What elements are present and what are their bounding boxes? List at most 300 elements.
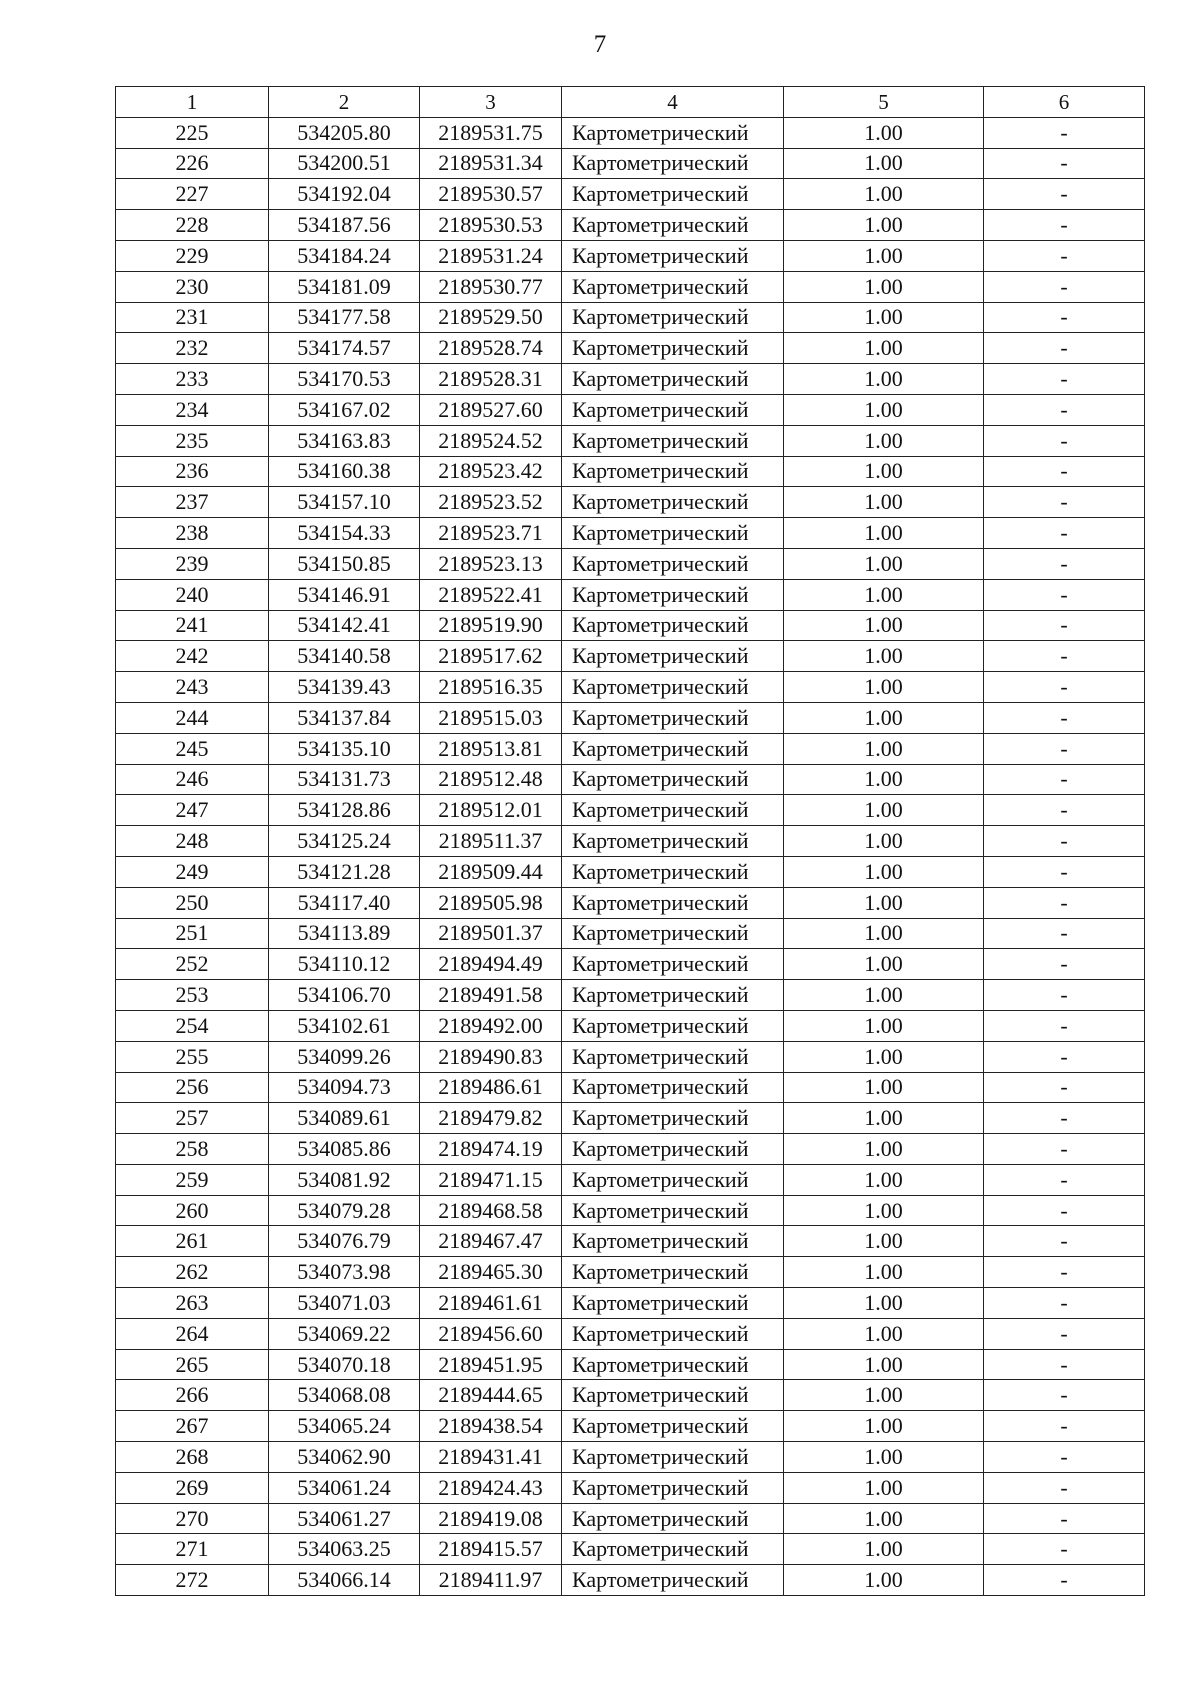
cell-x-coordinate: 534070.18 bbox=[269, 1349, 420, 1380]
cell-x-coordinate: 534063.25 bbox=[269, 1534, 420, 1565]
cell-point-number: 242 bbox=[116, 641, 269, 672]
header-row bbox=[116, 87, 1145, 118]
cell-x-coordinate: 534137.84 bbox=[269, 702, 420, 733]
cell-point-number: 251 bbox=[116, 918, 269, 949]
cell-y-coordinate: 2189411.97 bbox=[420, 1565, 562, 1596]
cell-point-number: 263 bbox=[116, 1288, 269, 1319]
header-col-4: 4 bbox=[562, 87, 784, 118]
table-row bbox=[116, 1442, 1145, 1473]
cell-x-coordinate: 534187.56 bbox=[269, 210, 420, 241]
cell-note: - bbox=[984, 826, 1145, 857]
cell-y-coordinate: 2189467.47 bbox=[420, 1226, 562, 1257]
cell-point-number: 256 bbox=[116, 1072, 269, 1103]
cell-note: - bbox=[984, 456, 1145, 487]
table-row bbox=[116, 1565, 1145, 1596]
table-row bbox=[116, 1257, 1145, 1288]
cell-y-coordinate: 2189486.61 bbox=[420, 1072, 562, 1103]
cell-note: - bbox=[984, 1010, 1145, 1041]
cell-note: - bbox=[984, 1503, 1145, 1534]
cell-accuracy: 1.00 bbox=[784, 1565, 984, 1596]
cell-y-coordinate: 2189516.35 bbox=[420, 672, 562, 703]
cell-accuracy: 1.00 bbox=[784, 333, 984, 364]
cell-method: Картометрический bbox=[562, 548, 784, 579]
table-header bbox=[116, 87, 1145, 118]
cell-point-number: 272 bbox=[116, 1565, 269, 1596]
table-row bbox=[116, 610, 1145, 641]
cell-point-number: 255 bbox=[116, 1041, 269, 1072]
cell-note: - bbox=[984, 980, 1145, 1011]
cell-accuracy: 1.00 bbox=[784, 610, 984, 641]
cell-x-coordinate: 534125.24 bbox=[269, 826, 420, 857]
cell-method: Картометрический bbox=[562, 1072, 784, 1103]
cell-note: - bbox=[984, 487, 1145, 518]
table-row bbox=[116, 210, 1145, 241]
cell-point-number: 269 bbox=[116, 1472, 269, 1503]
cell-x-coordinate: 534181.09 bbox=[269, 271, 420, 302]
cell-method: Картометрический bbox=[562, 1257, 784, 1288]
table-row bbox=[116, 1380, 1145, 1411]
cell-note: - bbox=[984, 856, 1145, 887]
cell-point-number: 228 bbox=[116, 210, 269, 241]
cell-y-coordinate: 2189530.77 bbox=[420, 271, 562, 302]
cell-accuracy: 1.00 bbox=[784, 887, 984, 918]
cell-x-coordinate: 534163.83 bbox=[269, 425, 420, 456]
table-row bbox=[116, 1226, 1145, 1257]
cell-accuracy: 1.00 bbox=[784, 487, 984, 518]
cell-accuracy: 1.00 bbox=[784, 1010, 984, 1041]
cell-note: - bbox=[984, 1318, 1145, 1349]
cell-point-number: 231 bbox=[116, 302, 269, 333]
cell-note: - bbox=[984, 949, 1145, 980]
cell-y-coordinate: 2189444.65 bbox=[420, 1380, 562, 1411]
cell-x-coordinate: 534106.70 bbox=[269, 980, 420, 1011]
cell-y-coordinate: 2189529.50 bbox=[420, 302, 562, 333]
header-col-2: 2 bbox=[269, 87, 420, 118]
table-row bbox=[116, 641, 1145, 672]
cell-method: Картометрический bbox=[562, 148, 784, 179]
cell-x-coordinate: 534131.73 bbox=[269, 764, 420, 795]
cell-point-number: 262 bbox=[116, 1257, 269, 1288]
cell-method: Картометрический bbox=[562, 394, 784, 425]
cell-x-coordinate: 534128.86 bbox=[269, 795, 420, 826]
cell-accuracy: 1.00 bbox=[784, 364, 984, 395]
cell-method: Картометрический bbox=[562, 733, 784, 764]
cell-note: - bbox=[984, 179, 1145, 210]
cell-accuracy: 1.00 bbox=[784, 117, 984, 148]
cell-x-coordinate: 534089.61 bbox=[269, 1103, 420, 1134]
cell-note: - bbox=[984, 1072, 1145, 1103]
cell-accuracy: 1.00 bbox=[784, 733, 984, 764]
cell-method: Картометрический bbox=[562, 795, 784, 826]
cell-point-number: 236 bbox=[116, 456, 269, 487]
cell-point-number: 258 bbox=[116, 1134, 269, 1165]
table-row bbox=[116, 579, 1145, 610]
table-row bbox=[116, 456, 1145, 487]
cell-method: Картометрический bbox=[562, 240, 784, 271]
table-row bbox=[116, 1288, 1145, 1319]
cell-accuracy: 1.00 bbox=[784, 1257, 984, 1288]
cell-method: Картометрический bbox=[562, 949, 784, 980]
cell-note: - bbox=[984, 672, 1145, 703]
table-row bbox=[116, 918, 1145, 949]
cell-note: - bbox=[984, 394, 1145, 425]
cell-y-coordinate: 2189519.90 bbox=[420, 610, 562, 641]
table-row bbox=[116, 518, 1145, 549]
cell-y-coordinate: 2189512.01 bbox=[420, 795, 562, 826]
cell-x-coordinate: 534121.28 bbox=[269, 856, 420, 887]
cell-y-coordinate: 2189528.31 bbox=[420, 364, 562, 395]
cell-x-coordinate: 534069.22 bbox=[269, 1318, 420, 1349]
cell-note: - bbox=[984, 1472, 1145, 1503]
cell-note: - bbox=[984, 210, 1145, 241]
cell-note: - bbox=[984, 518, 1145, 549]
cell-method: Картометрический bbox=[562, 702, 784, 733]
cell-method: Картометрический bbox=[562, 1349, 784, 1380]
cell-method: Картометрический bbox=[562, 1318, 784, 1349]
cell-point-number: 252 bbox=[116, 949, 269, 980]
cell-y-coordinate: 2189438.54 bbox=[420, 1411, 562, 1442]
table-row bbox=[116, 487, 1145, 518]
table-row bbox=[116, 1164, 1145, 1195]
cell-method: Картометрический bbox=[562, 1226, 784, 1257]
cell-y-coordinate: 2189424.43 bbox=[420, 1472, 562, 1503]
cell-note: - bbox=[984, 1411, 1145, 1442]
cell-y-coordinate: 2189468.58 bbox=[420, 1195, 562, 1226]
cell-y-coordinate: 2189431.41 bbox=[420, 1442, 562, 1473]
cell-y-coordinate: 2189456.60 bbox=[420, 1318, 562, 1349]
cell-point-number: 265 bbox=[116, 1349, 269, 1380]
page-number: 7 bbox=[593, 31, 607, 58]
cell-x-coordinate: 534065.24 bbox=[269, 1411, 420, 1442]
cell-y-coordinate: 2189530.57 bbox=[420, 179, 562, 210]
cell-accuracy: 1.00 bbox=[784, 1195, 984, 1226]
cell-y-coordinate: 2189461.61 bbox=[420, 1288, 562, 1319]
cell-note: - bbox=[984, 117, 1145, 148]
cell-note: - bbox=[984, 148, 1145, 179]
cell-note: - bbox=[984, 1041, 1145, 1072]
table-row bbox=[116, 826, 1145, 857]
cell-y-coordinate: 2189523.42 bbox=[420, 456, 562, 487]
cell-method: Картометрический bbox=[562, 1472, 784, 1503]
cell-y-coordinate: 2189513.81 bbox=[420, 733, 562, 764]
cell-accuracy: 1.00 bbox=[784, 1318, 984, 1349]
cell-y-coordinate: 2189523.71 bbox=[420, 518, 562, 549]
cell-y-coordinate: 2189523.52 bbox=[420, 487, 562, 518]
cell-x-coordinate: 534142.41 bbox=[269, 610, 420, 641]
cell-method: Картометрический bbox=[562, 641, 784, 672]
cell-method: Картометрический bbox=[562, 456, 784, 487]
cell-x-coordinate: 534139.43 bbox=[269, 672, 420, 703]
table-row bbox=[116, 1411, 1145, 1442]
cell-method: Картометрический bbox=[562, 333, 784, 364]
cell-accuracy: 1.00 bbox=[784, 1041, 984, 1072]
cell-note: - bbox=[984, 1380, 1145, 1411]
cell-y-coordinate: 2189465.30 bbox=[420, 1257, 562, 1288]
cell-y-coordinate: 2189530.53 bbox=[420, 210, 562, 241]
cell-note: - bbox=[984, 1349, 1145, 1380]
cell-accuracy: 1.00 bbox=[784, 795, 984, 826]
cell-point-number: 260 bbox=[116, 1195, 269, 1226]
cell-note: - bbox=[984, 887, 1145, 918]
cell-accuracy: 1.00 bbox=[784, 425, 984, 456]
cell-accuracy: 1.00 bbox=[784, 1442, 984, 1473]
cell-accuracy: 1.00 bbox=[784, 1503, 984, 1534]
cell-x-coordinate: 534117.40 bbox=[269, 887, 420, 918]
cell-point-number: 266 bbox=[116, 1380, 269, 1411]
cell-x-coordinate: 534061.24 bbox=[269, 1472, 420, 1503]
cell-point-number: 225 bbox=[116, 117, 269, 148]
cell-method: Картометрический bbox=[562, 918, 784, 949]
cell-note: - bbox=[984, 548, 1145, 579]
cell-x-coordinate: 534061.27 bbox=[269, 1503, 420, 1534]
cell-y-coordinate: 2189415.57 bbox=[420, 1534, 562, 1565]
cell-accuracy: 1.00 bbox=[784, 826, 984, 857]
cell-x-coordinate: 534205.80 bbox=[269, 117, 420, 148]
cell-x-coordinate: 534110.12 bbox=[269, 949, 420, 980]
cell-y-coordinate: 2189522.41 bbox=[420, 579, 562, 610]
table-row bbox=[116, 179, 1145, 210]
cell-note: - bbox=[984, 1103, 1145, 1134]
table-row bbox=[116, 364, 1145, 395]
cell-y-coordinate: 2189479.82 bbox=[420, 1103, 562, 1134]
cell-accuracy: 1.00 bbox=[784, 518, 984, 549]
table-row bbox=[116, 887, 1145, 918]
cell-y-coordinate: 2189474.19 bbox=[420, 1134, 562, 1165]
cell-point-number: 243 bbox=[116, 672, 269, 703]
cell-x-coordinate: 534081.92 bbox=[269, 1164, 420, 1195]
cell-accuracy: 1.00 bbox=[784, 302, 984, 333]
table-row bbox=[116, 148, 1145, 179]
cell-method: Картометрический bbox=[562, 271, 784, 302]
table-row bbox=[116, 240, 1145, 271]
header-col-6: 6 bbox=[984, 87, 1145, 118]
cell-point-number: 264 bbox=[116, 1318, 269, 1349]
cell-point-number: 232 bbox=[116, 333, 269, 364]
cell-note: - bbox=[984, 1164, 1145, 1195]
cell-y-coordinate: 2189490.83 bbox=[420, 1041, 562, 1072]
table-row bbox=[116, 1472, 1145, 1503]
cell-method: Картометрический bbox=[562, 210, 784, 241]
cell-x-coordinate: 534102.61 bbox=[269, 1010, 420, 1041]
cell-x-coordinate: 534184.24 bbox=[269, 240, 420, 271]
table-row bbox=[116, 1103, 1145, 1134]
cell-point-number: 237 bbox=[116, 487, 269, 518]
cell-note: - bbox=[984, 610, 1145, 641]
cell-x-coordinate: 534167.02 bbox=[269, 394, 420, 425]
cell-x-coordinate: 534192.04 bbox=[269, 179, 420, 210]
header-col-3: 3 bbox=[420, 87, 562, 118]
table-row bbox=[116, 733, 1145, 764]
cell-x-coordinate: 534076.79 bbox=[269, 1226, 420, 1257]
cell-y-coordinate: 2189494.49 bbox=[420, 949, 562, 980]
table-row bbox=[116, 1134, 1145, 1165]
cell-method: Картометрический bbox=[562, 1442, 784, 1473]
cell-note: - bbox=[984, 764, 1145, 795]
table-row bbox=[116, 117, 1145, 148]
cell-accuracy: 1.00 bbox=[784, 1472, 984, 1503]
cell-note: - bbox=[984, 1195, 1145, 1226]
cell-accuracy: 1.00 bbox=[784, 641, 984, 672]
cell-x-coordinate: 534094.73 bbox=[269, 1072, 420, 1103]
cell-method: Картометрический bbox=[562, 856, 784, 887]
cell-accuracy: 1.00 bbox=[784, 1288, 984, 1319]
cell-accuracy: 1.00 bbox=[784, 394, 984, 425]
cell-method: Картометрический bbox=[562, 487, 784, 518]
cell-point-number: 267 bbox=[116, 1411, 269, 1442]
header-col-5: 5 bbox=[784, 87, 984, 118]
cell-point-number: 249 bbox=[116, 856, 269, 887]
cell-y-coordinate: 2189471.15 bbox=[420, 1164, 562, 1195]
cell-x-coordinate: 534177.58 bbox=[269, 302, 420, 333]
cell-method: Картометрический bbox=[562, 980, 784, 1011]
cell-point-number: 245 bbox=[116, 733, 269, 764]
cell-point-number: 250 bbox=[116, 887, 269, 918]
cell-y-coordinate: 2189512.48 bbox=[420, 764, 562, 795]
table-row bbox=[116, 394, 1145, 425]
cell-note: - bbox=[984, 364, 1145, 395]
cell-accuracy: 1.00 bbox=[784, 856, 984, 887]
cell-y-coordinate: 2189419.08 bbox=[420, 1503, 562, 1534]
cell-method: Картометрический bbox=[562, 1195, 784, 1226]
cell-x-coordinate: 534154.33 bbox=[269, 518, 420, 549]
cell-point-number: 246 bbox=[116, 764, 269, 795]
table-row bbox=[116, 425, 1145, 456]
cell-y-coordinate: 2189505.98 bbox=[420, 887, 562, 918]
cell-accuracy: 1.00 bbox=[784, 579, 984, 610]
table-row bbox=[116, 1349, 1145, 1380]
cell-x-coordinate: 534062.90 bbox=[269, 1442, 420, 1473]
cell-y-coordinate: 2189531.34 bbox=[420, 148, 562, 179]
cell-note: - bbox=[984, 641, 1145, 672]
cell-y-coordinate: 2189501.37 bbox=[420, 918, 562, 949]
cell-method: Картометрический bbox=[562, 1164, 784, 1195]
cell-accuracy: 1.00 bbox=[784, 918, 984, 949]
cell-x-coordinate: 534066.14 bbox=[269, 1565, 420, 1596]
cell-y-coordinate: 2189527.60 bbox=[420, 394, 562, 425]
cell-note: - bbox=[984, 1226, 1145, 1257]
table-row bbox=[116, 1041, 1145, 1072]
header-col-1: 1 bbox=[116, 87, 269, 118]
cell-accuracy: 1.00 bbox=[784, 456, 984, 487]
cell-method: Картометрический bbox=[562, 1534, 784, 1565]
cell-point-number: 248 bbox=[116, 826, 269, 857]
table-row bbox=[116, 1534, 1145, 1565]
table-row bbox=[116, 271, 1145, 302]
cell-method: Картометрический bbox=[562, 579, 784, 610]
cell-point-number: 234 bbox=[116, 394, 269, 425]
cell-x-coordinate: 534068.08 bbox=[269, 1380, 420, 1411]
cell-y-coordinate: 2189524.52 bbox=[420, 425, 562, 456]
cell-point-number: 254 bbox=[116, 1010, 269, 1041]
cell-accuracy: 1.00 bbox=[784, 1072, 984, 1103]
table-row bbox=[116, 764, 1145, 795]
table-row bbox=[116, 333, 1145, 364]
cell-accuracy: 1.00 bbox=[784, 764, 984, 795]
cell-accuracy: 1.00 bbox=[784, 1103, 984, 1134]
table-row bbox=[116, 1195, 1145, 1226]
cell-note: - bbox=[984, 733, 1145, 764]
table-row bbox=[116, 1010, 1145, 1041]
cell-note: - bbox=[984, 918, 1145, 949]
cell-method: Картометрический bbox=[562, 425, 784, 456]
cell-x-coordinate: 534170.53 bbox=[269, 364, 420, 395]
cell-accuracy: 1.00 bbox=[784, 1164, 984, 1195]
cell-point-number: 253 bbox=[116, 980, 269, 1011]
table-row bbox=[116, 672, 1145, 703]
cell-accuracy: 1.00 bbox=[784, 271, 984, 302]
cell-y-coordinate: 2189517.62 bbox=[420, 641, 562, 672]
cell-note: - bbox=[984, 702, 1145, 733]
cell-method: Картометрический bbox=[562, 887, 784, 918]
table-row bbox=[116, 1503, 1145, 1534]
cell-method: Картометрический bbox=[562, 1041, 784, 1072]
cell-x-coordinate: 534160.38 bbox=[269, 456, 420, 487]
cell-point-number: 230 bbox=[116, 271, 269, 302]
cell-point-number: 244 bbox=[116, 702, 269, 733]
cell-note: - bbox=[984, 1288, 1145, 1319]
cell-method: Картометрический bbox=[562, 826, 784, 857]
cell-note: - bbox=[984, 1534, 1145, 1565]
cell-accuracy: 1.00 bbox=[784, 179, 984, 210]
cell-point-number: 247 bbox=[116, 795, 269, 826]
table-row bbox=[116, 949, 1145, 980]
cell-y-coordinate: 2189511.37 bbox=[420, 826, 562, 857]
cell-note: - bbox=[984, 1134, 1145, 1165]
cell-method: Картометрический bbox=[562, 302, 784, 333]
cell-method: Картометрический bbox=[562, 1565, 784, 1596]
cell-note: - bbox=[984, 1257, 1145, 1288]
cell-x-coordinate: 534146.91 bbox=[269, 579, 420, 610]
cell-note: - bbox=[984, 240, 1145, 271]
cell-accuracy: 1.00 bbox=[784, 1411, 984, 1442]
cell-method: Картометрический bbox=[562, 1288, 784, 1319]
cell-x-coordinate: 534099.26 bbox=[269, 1041, 420, 1072]
cell-y-coordinate: 2189492.00 bbox=[420, 1010, 562, 1041]
cell-y-coordinate: 2189491.58 bbox=[420, 980, 562, 1011]
cell-note: - bbox=[984, 333, 1145, 364]
cell-method: Картометрический bbox=[562, 1503, 784, 1534]
cell-point-number: 238 bbox=[116, 518, 269, 549]
cell-point-number: 226 bbox=[116, 148, 269, 179]
cell-note: - bbox=[984, 425, 1145, 456]
cell-accuracy: 1.00 bbox=[784, 672, 984, 703]
cell-x-coordinate: 534157.10 bbox=[269, 487, 420, 518]
cell-accuracy: 1.00 bbox=[784, 1534, 984, 1565]
cell-method: Картометрический bbox=[562, 1010, 784, 1041]
table-row bbox=[116, 980, 1145, 1011]
cell-x-coordinate: 534174.57 bbox=[269, 333, 420, 364]
cell-point-number: 270 bbox=[116, 1503, 269, 1534]
cell-accuracy: 1.00 bbox=[784, 1226, 984, 1257]
cell-method: Картометрический bbox=[562, 610, 784, 641]
cell-x-coordinate: 534079.28 bbox=[269, 1195, 420, 1226]
cell-point-number: 259 bbox=[116, 1164, 269, 1195]
cell-accuracy: 1.00 bbox=[784, 1380, 984, 1411]
cell-method: Картометрический bbox=[562, 1380, 784, 1411]
cell-method: Картометрический bbox=[562, 117, 784, 148]
table-row bbox=[116, 1318, 1145, 1349]
cell-y-coordinate: 2189451.95 bbox=[420, 1349, 562, 1380]
cell-y-coordinate: 2189509.44 bbox=[420, 856, 562, 887]
cell-method: Картометрический bbox=[562, 179, 784, 210]
table-row bbox=[116, 1072, 1145, 1103]
cell-note: - bbox=[984, 302, 1145, 333]
table-row bbox=[116, 302, 1145, 333]
cell-x-coordinate: 534135.10 bbox=[269, 733, 420, 764]
cell-accuracy: 1.00 bbox=[784, 980, 984, 1011]
cell-x-coordinate: 534071.03 bbox=[269, 1288, 420, 1319]
cell-note: - bbox=[984, 1442, 1145, 1473]
